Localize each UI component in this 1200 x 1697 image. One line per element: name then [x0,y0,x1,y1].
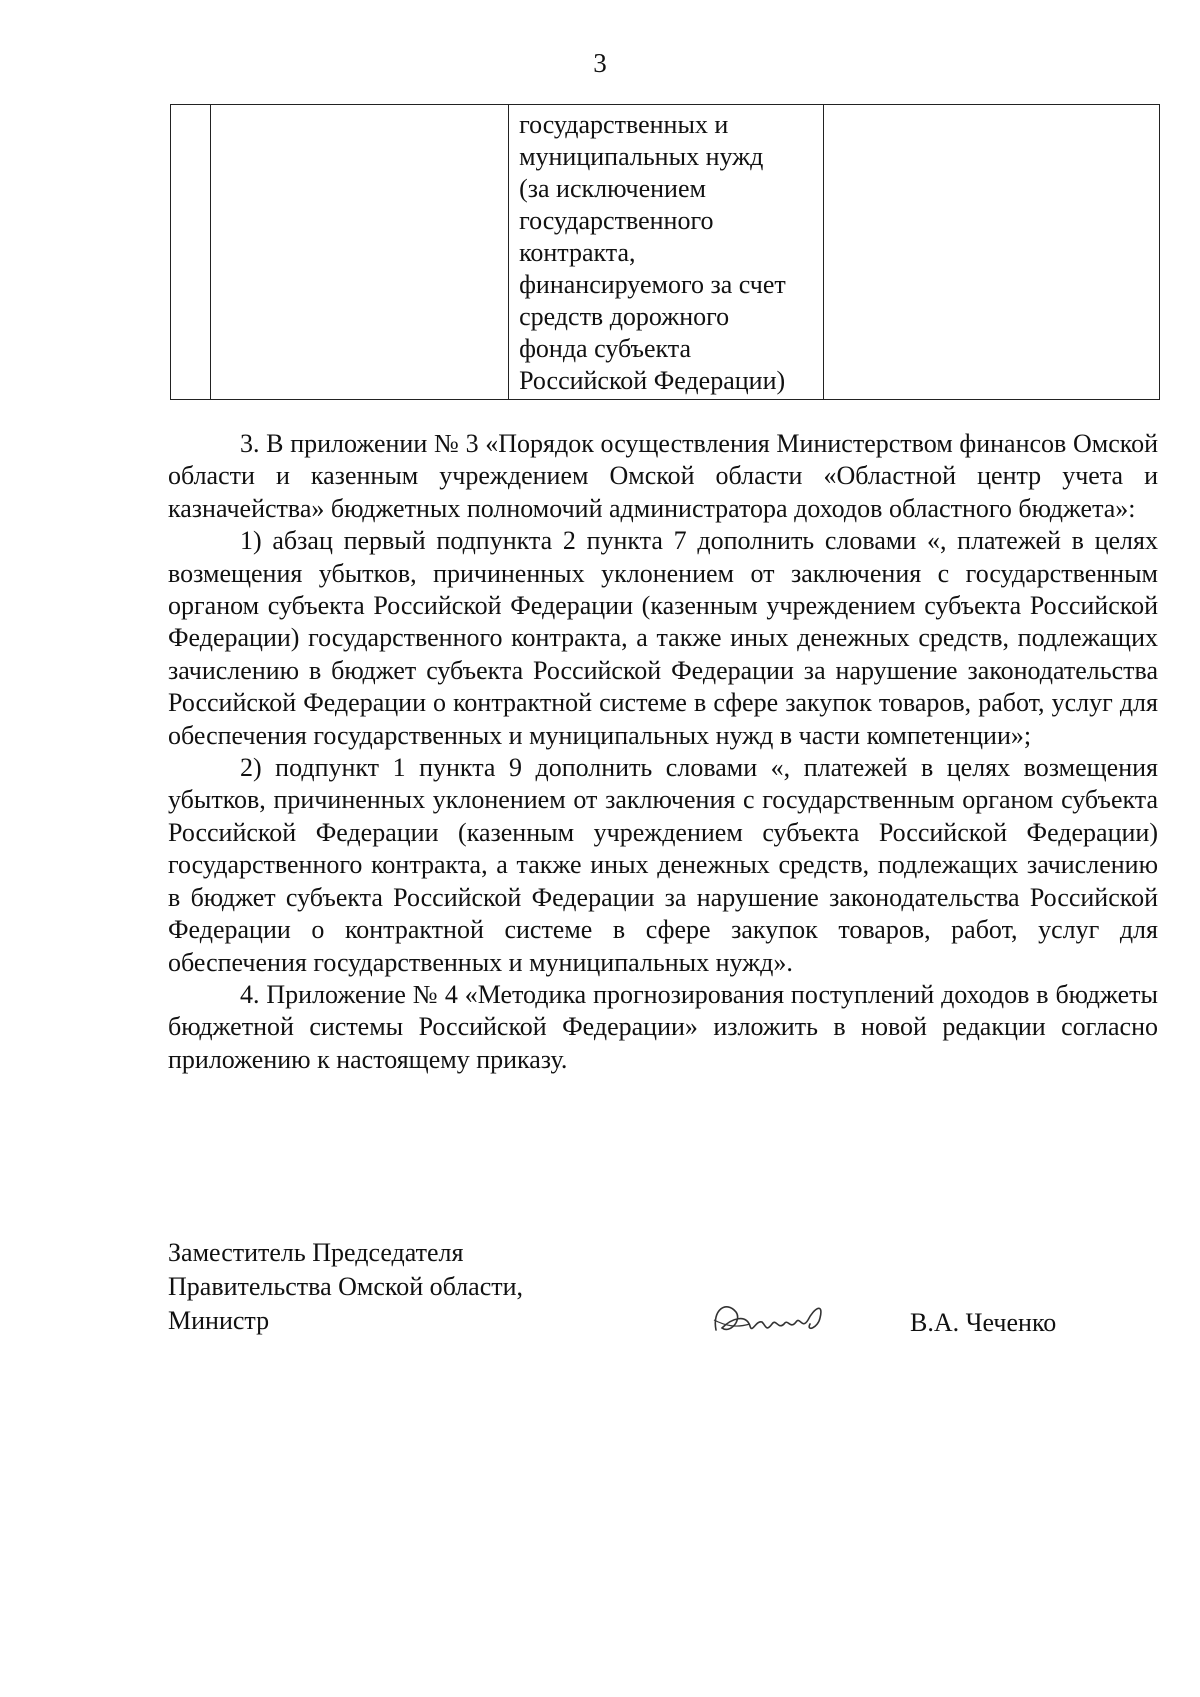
table-cell-line: контракта, [519,238,636,267]
paragraph-subitem-2: 2) подпункт 1 пункта 9 дополнить словами «, платежей в целях возмещения убытков, причиненных уклонением от заключения с государственным органом субъекта Российской Федерации (казенным учреждением субъекта Российской Федерации) государственного контракта, а также иных денежных средств, подлежащих зачислению в бюджет субъекта Российской Федерации за нарушение законодательства Российской Федерации о контрактной системе в сфере закупок товаров, работ, услуг для обеспечения государственных и муниципальных нужд». [168,753,1158,977]
table-cell-number [171,105,211,400]
position-line: Заместитель Председателя [168,1238,464,1267]
table-cell-text [509,105,824,400]
table-cell-line: государственных и [519,110,729,139]
table-cell-empty [823,105,1159,400]
position-line: Министр [168,1306,270,1335]
signatory-position [168,1236,523,1338]
document-body [168,428,1158,1076]
table-cell-line: (за исключением [519,174,706,203]
page-number: 3 [593,48,607,78]
table-row [171,105,1160,400]
table-cell-empty [211,105,509,400]
paragraph-subitem-1: 1) абзац первый подпункта 2 пункта 7 дополнить словами «, платежей в целях возмещения убытков, причиненных уклонением от заключения с государственным органом субъекта Российской Федерации (казенным учреждением субъекта Российской Федерации) государственного контракта, а также иных денежных средств, подлежащих зачислению в бюджет субъекта Российской Федерации за нарушение законодательства Российской Федерации о контрактной системе в сфере закупок товаров, работ, услуг для обеспечения государственных и муниципальных нужд в части компетенции»; [168,526,1158,750]
paragraph-item-3: 3. В приложении № 3 «Порядок осуществления Министерством финансов Омской области и казенным учреждением Омской области «Областной центр учета и казначейства» бюджетных полномочий администратора доходов областного бюджета»: [168,429,1158,523]
table-cell-line: фонда субъекта [519,334,692,363]
table-cell-line: муниципальных нужд [519,142,764,171]
signatory-name: В.А. Чеченко [910,1308,1057,1337]
table-cell-line: средств дорожного [519,302,730,331]
handwritten-signature [706,1290,856,1350]
continuation-table [170,104,1160,400]
table-cell-line: государственного [519,206,714,235]
table-cell-line: Российской Федерации) [519,366,786,395]
table-cell-line: финансируемого за счет [519,270,786,299]
paragraph-item-4: 4. Приложение № 4 «Методика прогнозирования поступлений доходов в бюджеты бюджетной системы Российской Федерации» изложить в новой редакции согласно приложению к настоящему приказу. [168,979,1158,1074]
position-line: Правительства Омской области, [168,1272,524,1301]
